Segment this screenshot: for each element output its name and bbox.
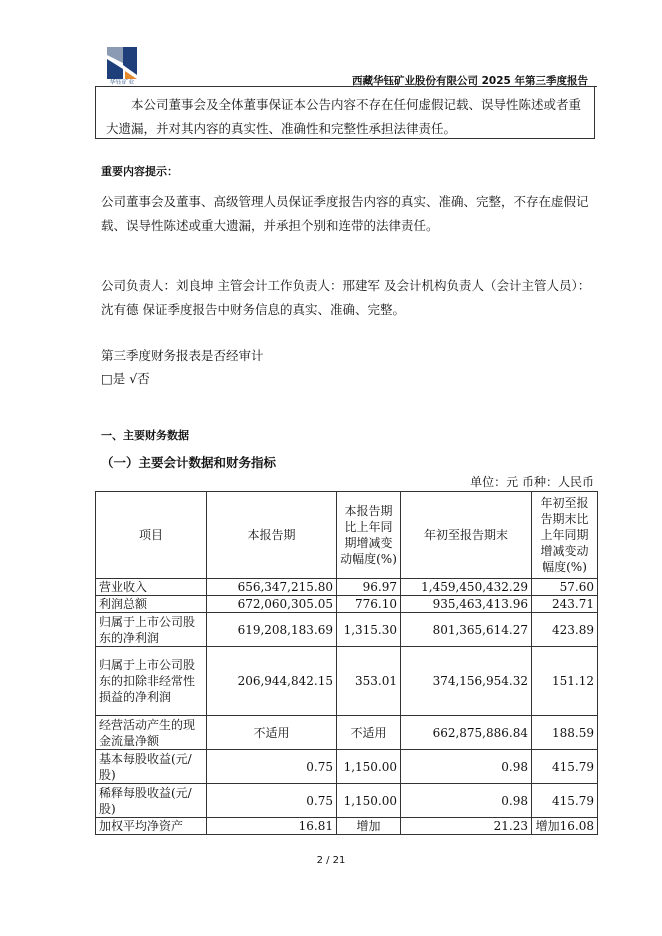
board-notice-box: 本公司董事会及全体董事保证本公告内容不存在任何虚假记载、误导性陈述或者重大遗漏，并对其内容的真实性、准确性和完整性承担法律责任。 xyxy=(95,87,595,139)
table-cell: 423.89 xyxy=(532,613,598,647)
table-row xyxy=(96,579,598,596)
table-cell: 801,365,614.27 xyxy=(401,613,532,647)
table-cell: 0.75 xyxy=(207,750,337,784)
row-label: 归属于上市公司股东的扣除非经常性损益的净利润 xyxy=(96,647,207,716)
row-label: 归属于上市公司股东的净利润 xyxy=(96,613,207,647)
row-label: 经营活动产生的现金流量净额 xyxy=(96,716,207,750)
table-row xyxy=(96,818,598,835)
table-cell: 不适用 xyxy=(337,716,401,750)
table-cell: 96.97 xyxy=(337,579,401,596)
row-label: 加权平均净资产 xyxy=(96,818,207,835)
audit-question: 第三季度财务报表是否经审计 xyxy=(101,348,264,363)
table-cell: 16.81 xyxy=(207,818,337,835)
row-label: 基本每股收益(元/股) xyxy=(96,750,207,784)
table-cell: 1,315.30 xyxy=(337,613,401,647)
table-row xyxy=(96,750,598,784)
table-cell: 619,208,183.69 xyxy=(207,613,337,647)
table-cell: 增加16.08 xyxy=(532,818,598,835)
header-item: 项目 xyxy=(96,492,207,579)
report-title: 西藏华钰矿业股份有限公司 2025 年第三季度报告 xyxy=(351,75,588,87)
table-row xyxy=(96,647,598,716)
section-heading-financial-data: 一、主要财务数据 xyxy=(101,429,189,442)
row-label: 利润总额 xyxy=(96,596,207,613)
table-cell: 188.59 xyxy=(532,716,598,750)
table-row xyxy=(96,613,598,647)
row-label: 稀释每股收益(元/股) xyxy=(96,784,207,818)
table-cell: 增加 xyxy=(337,818,401,835)
financial-indicators-table xyxy=(95,491,598,835)
table-cell: 776.10 xyxy=(337,596,401,613)
subsection-heading-accounting-data: （一）主要会计数据和财务指标 xyxy=(101,455,277,470)
table-cell: 1,150.00 xyxy=(337,784,401,818)
table-cell: 21.23 xyxy=(401,818,532,835)
table-cell: 151.12 xyxy=(532,647,598,716)
important-paragraph-1: 公司董事会及董事、高级管理人员保证季度报告内容的真实、准确、完整，不存在虚假记载、误导性陈述或重大遗漏，并承担个别和连带的法律责任。 xyxy=(101,194,589,233)
table-cell: 353.01 xyxy=(337,647,401,716)
page-number: 2 / 21 xyxy=(316,855,346,866)
table-cell: 672,060,305.05 xyxy=(207,596,337,613)
table-cell: 0.98 xyxy=(401,750,532,784)
table-cell: 662,875,886.84 xyxy=(401,716,532,750)
audit-answer: □是 √否 xyxy=(101,371,150,386)
header-ytd: 年初至报告期末 xyxy=(401,492,532,579)
table-cell: 1,150.00 xyxy=(337,750,401,784)
table-row xyxy=(96,716,598,750)
table-cell: 656,347,215.80 xyxy=(207,579,337,596)
table-cell: 374,156,954.32 xyxy=(401,647,532,716)
table-cell: 不适用 xyxy=(207,716,337,750)
important-heading: 重要内容提示： xyxy=(101,165,178,178)
table-row xyxy=(96,784,598,818)
header-ytd-change: 年初至报告期末比上年同期增减变动幅度(%) xyxy=(532,492,598,579)
table-header-row xyxy=(96,492,598,579)
logo-text: 华钰矿业 xyxy=(109,79,135,86)
table-row xyxy=(96,596,598,613)
table-cell: 0.75 xyxy=(207,784,337,818)
important-paragraph-2: 公司负责人：刘良坤 主管会计工作负责人：邢建军 及会计机构负责人（会计主管人员）：沈有德 保证季度报告中财务信息的真实、准确、完整。 xyxy=(101,278,591,317)
table-cell: 415.79 xyxy=(532,784,598,818)
table-cell: 935,463,413.96 xyxy=(401,596,532,613)
table-cell: 0.98 xyxy=(401,784,532,818)
table-cell: 243.71 xyxy=(532,596,598,613)
unit-currency-line: 单位：元 币种：人民币 xyxy=(470,475,594,489)
header-current-period: 本报告期 xyxy=(207,492,337,579)
table-cell: 1,459,450,432.29 xyxy=(401,579,532,596)
header-current-change: 本报告期比上年同期增减变动幅度(%) xyxy=(337,492,401,579)
table-cell: 415.79 xyxy=(532,750,598,784)
row-label: 营业收入 xyxy=(96,579,207,596)
table-cell: 206,944,842.15 xyxy=(207,647,337,716)
table-cell: 57.60 xyxy=(532,579,598,596)
